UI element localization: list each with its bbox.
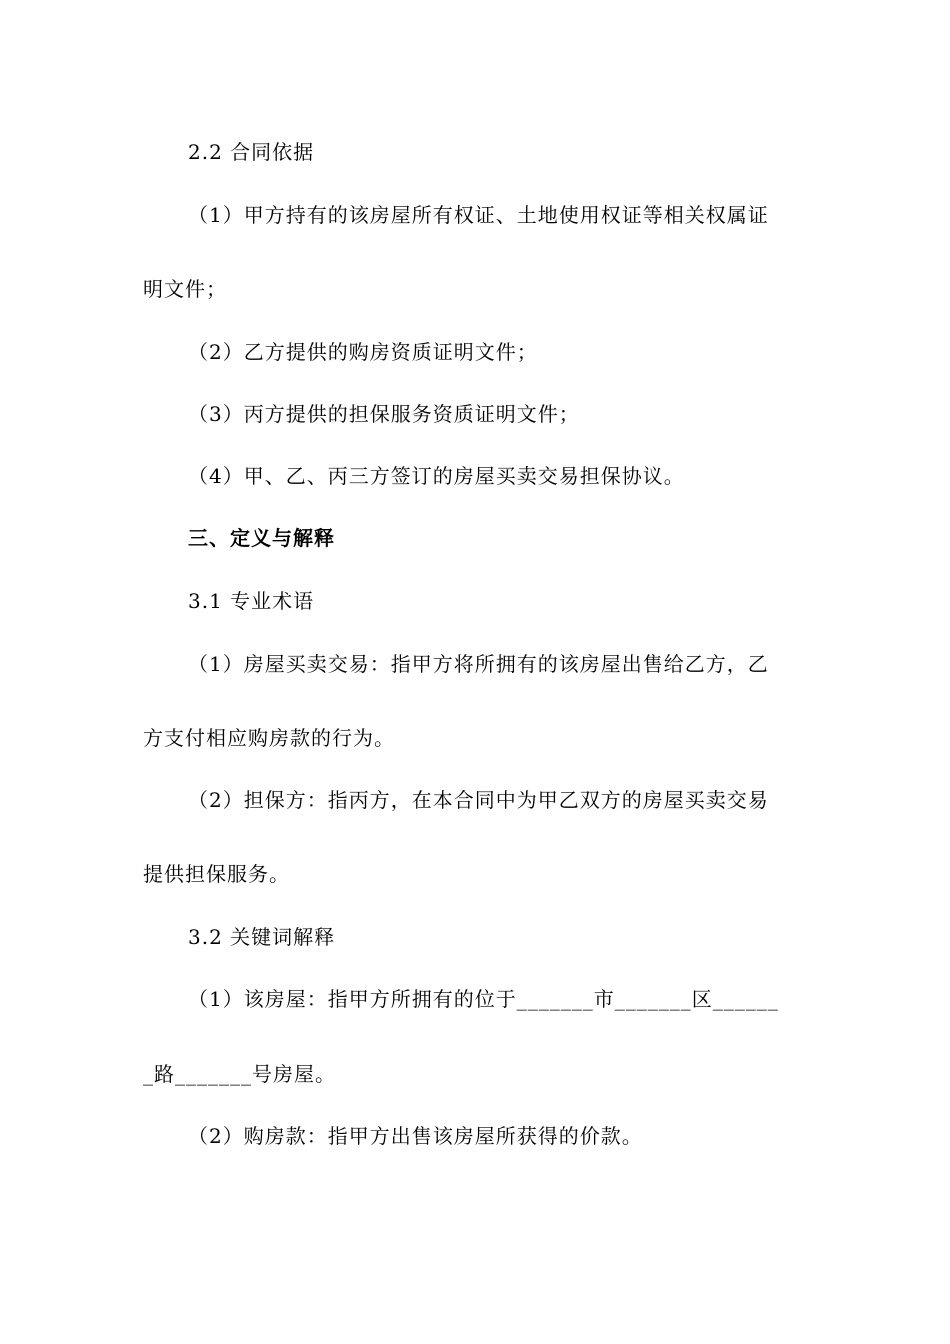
paragraph-line: （2）乙方提供的购房资质证明文件； — [188, 340, 538, 364]
paragraph-line: （2）购房款：指甲方出售该房屋所获得的价款。 — [188, 1124, 643, 1148]
paragraph-line: 方支付相应购房款的行为。 — [143, 726, 395, 750]
section-heading-3: 三、定义与解释 — [188, 526, 335, 550]
paragraph-line: （1）房屋买卖交易：指甲方将所拥有的该房屋出售给乙方，乙 — [188, 652, 769, 676]
paragraph-line: 提供担保服务。 — [143, 862, 290, 886]
paragraph-line: _路_______号房屋。 — [143, 1062, 336, 1086]
paragraph-line: （1）该房屋：指甲方所拥有的位于_______市_______区______ — [188, 987, 779, 1011]
paragraph-line: （4）甲、乙、丙三方签订的房屋买卖交易担保协议。 — [188, 464, 685, 488]
subsection-heading-3-2: 3.2 关键词解释 — [188, 925, 336, 949]
paragraph-line: （3）丙方提供的担保服务资质证明文件； — [188, 402, 580, 426]
subsection-heading-2-2: 2.2 合同依据 — [188, 140, 315, 164]
subsection-heading-3-1: 3.1 专业术语 — [188, 589, 315, 613]
paragraph-line: 明文件； — [143, 277, 227, 301]
paragraph-line: （1）甲方持有的该房屋所有权证、土地使用权证等相关权属证 — [188, 203, 769, 227]
paragraph-line: （2）担保方：指丙方，在本合同中为甲乙双方的房屋买卖交易 — [188, 788, 769, 812]
